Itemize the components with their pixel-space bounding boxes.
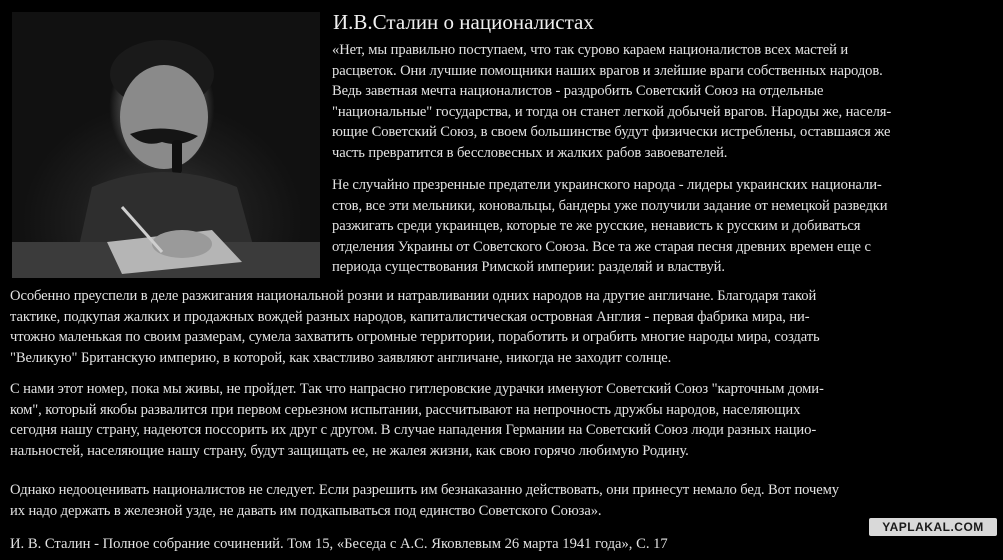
- text-line: стов, все эти мельники, коновальцы, бандеры уже получили задание от немецкой разведки: [332, 197, 888, 214]
- text-line: Ведь заветная мечта националистов - раздробить Советский Союз на отдельные: [332, 83, 824, 99]
- text-line: их надо держать в железной узде, не давать им подкапываться под единство Советского Союза».: [10, 502, 602, 519]
- text-line: нальностей, населяющие нашу страну, будут защищать ее, не жалея жизни, как свою горячо любимую Родину.: [10, 442, 689, 459]
- paragraph-1: [332, 40, 992, 163]
- paragraph-4: [10, 379, 995, 461]
- page-title: И.В.Сталин о националистах: [333, 10, 594, 34]
- site-watermark: YAPLAKAL.COM: [869, 518, 997, 536]
- source-citation: И. В. Сталин - Полное собрание сочинений. Том 15, «Беседа с А.С. Яковлевым 26 марта 1941 года», С. 17: [10, 536, 668, 552]
- text-line: С нами этот номер, пока мы живы, не пройдет. Так что напрасно гитлеровские дурачки именуют Советский Союз "карточным доми-: [10, 381, 824, 397]
- text-line: чтожно маленькая по своим размерам, сумела захватить огромные территории, поработить и ограбить многие народы мира, создать: [10, 329, 820, 345]
- paragraph-2: [332, 175, 992, 278]
- text-line: тактике, подкупая жалких и продажных вождей разных народов, капиталистическая островная Англия - первая фабрика мира, ни-: [10, 308, 810, 325]
- text-line: отделения Украины от Советского Союза. Все та же старая песня древних времен еще с: [332, 238, 871, 255]
- text-line: сегодня нашу страну, надеются поссорить их друг с другом. В случае нападения Германии на Советский Союз люди разных нацио-: [10, 422, 817, 438]
- text-line: Особенно преуспели в деле разжигания национальной розни и натравливании одних народов на другие англичане. Благодаря такой: [10, 288, 817, 304]
- text-line: "национальные" государства, и тогда он станет легкой добычей врагов. Народы же, населя-: [332, 103, 892, 120]
- text-line: Не случайно презренные предатели украинского народа - лидеры украинских национали-: [332, 177, 882, 193]
- text-line: «Нет, мы правильно поступаем, что так сурово караем националистов всех мастей и: [332, 42, 849, 58]
- text-line: "Великую" Британскую империю, в которой, как хвастливо заявляют англичане, никогда не заходит солнце.: [10, 349, 672, 366]
- text-line: часть превратится в бессловесных и жалких рабов завоевателей.: [332, 144, 728, 161]
- paragraph-5: [10, 480, 995, 521]
- text-line: периода существования Римской империи: разделяй и властвуй.: [332, 259, 725, 275]
- text-line: расцветок. Они лучшие помощники наших врагов и злейшие враги собственных народов.: [332, 62, 883, 79]
- text-line: Однако недооценивать националистов не следует. Если разрешить им безнаказанно действовать, они принесут немало бед. Вот почему: [10, 482, 839, 498]
- text-line: ком", который якобы развалится при первом серьезном испытании, рассчитывают на непрочность дружбы народов, населяющих: [10, 401, 801, 418]
- text-line: ющие Советский Союз, в своем большинстве будут физически истреблены, оставшаяся же: [332, 124, 891, 140]
- paragraph-3: [10, 286, 995, 368]
- portrait-illustration: [12, 12, 320, 278]
- portrait-photo: [12, 12, 320, 278]
- text-line: разжигать среди украинцев, которые те же русские, ненависть к русским и добиваться: [332, 218, 861, 234]
